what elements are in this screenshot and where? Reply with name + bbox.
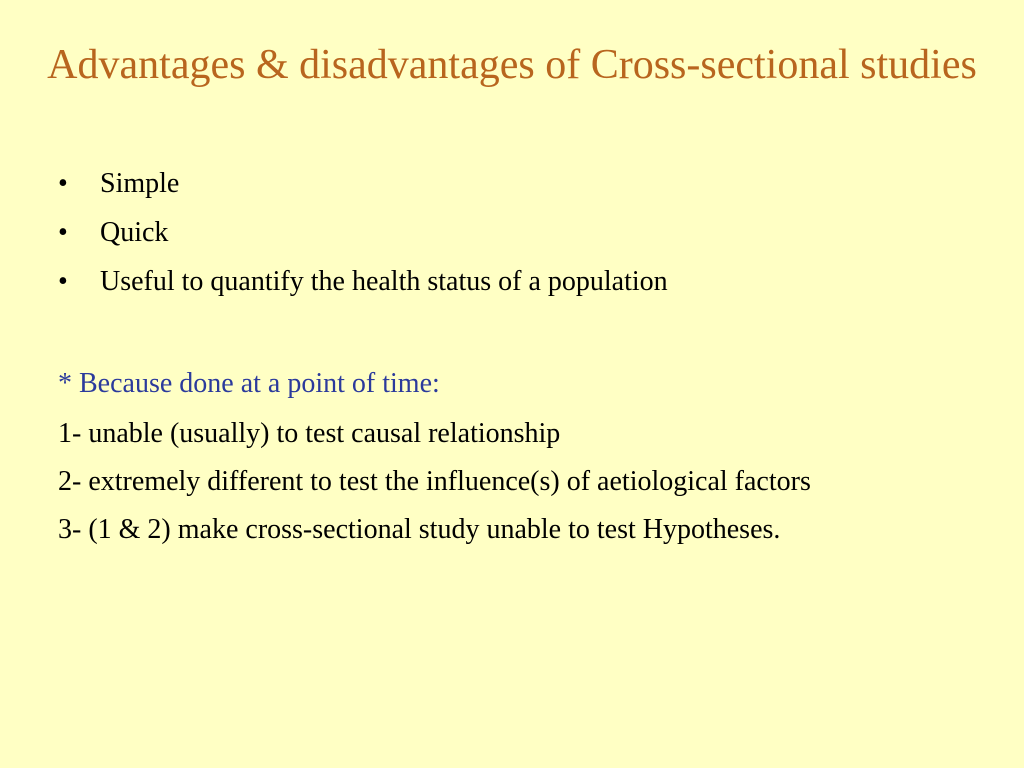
disadvantages-heading: * Because done at a point of time: xyxy=(58,368,440,399)
bullet-icon: • xyxy=(58,217,68,248)
slide-title: Advantages & disadvantages of Cross-sectional studies xyxy=(47,42,977,88)
bullet-icon: • xyxy=(58,168,68,199)
list-item xyxy=(58,168,668,200)
bullet-text: Simple xyxy=(100,168,180,199)
bullet-text: Quick xyxy=(100,217,169,248)
list-item: 1- unable (usually) to test causal relationship xyxy=(58,418,561,449)
list-item: 3- (1 & 2) make cross-sectional study unable to test Hypotheses. xyxy=(58,514,781,545)
bullet-text: Useful to quantify the health status of a population xyxy=(100,266,668,297)
list-item xyxy=(58,217,668,249)
list-item xyxy=(58,266,668,298)
list-item: 2- extremely different to test the influence(s) of aetiological factors xyxy=(58,466,811,497)
disadvantages-list xyxy=(58,417,958,561)
bullet-icon: • xyxy=(58,266,68,297)
advantages-list xyxy=(58,168,668,315)
